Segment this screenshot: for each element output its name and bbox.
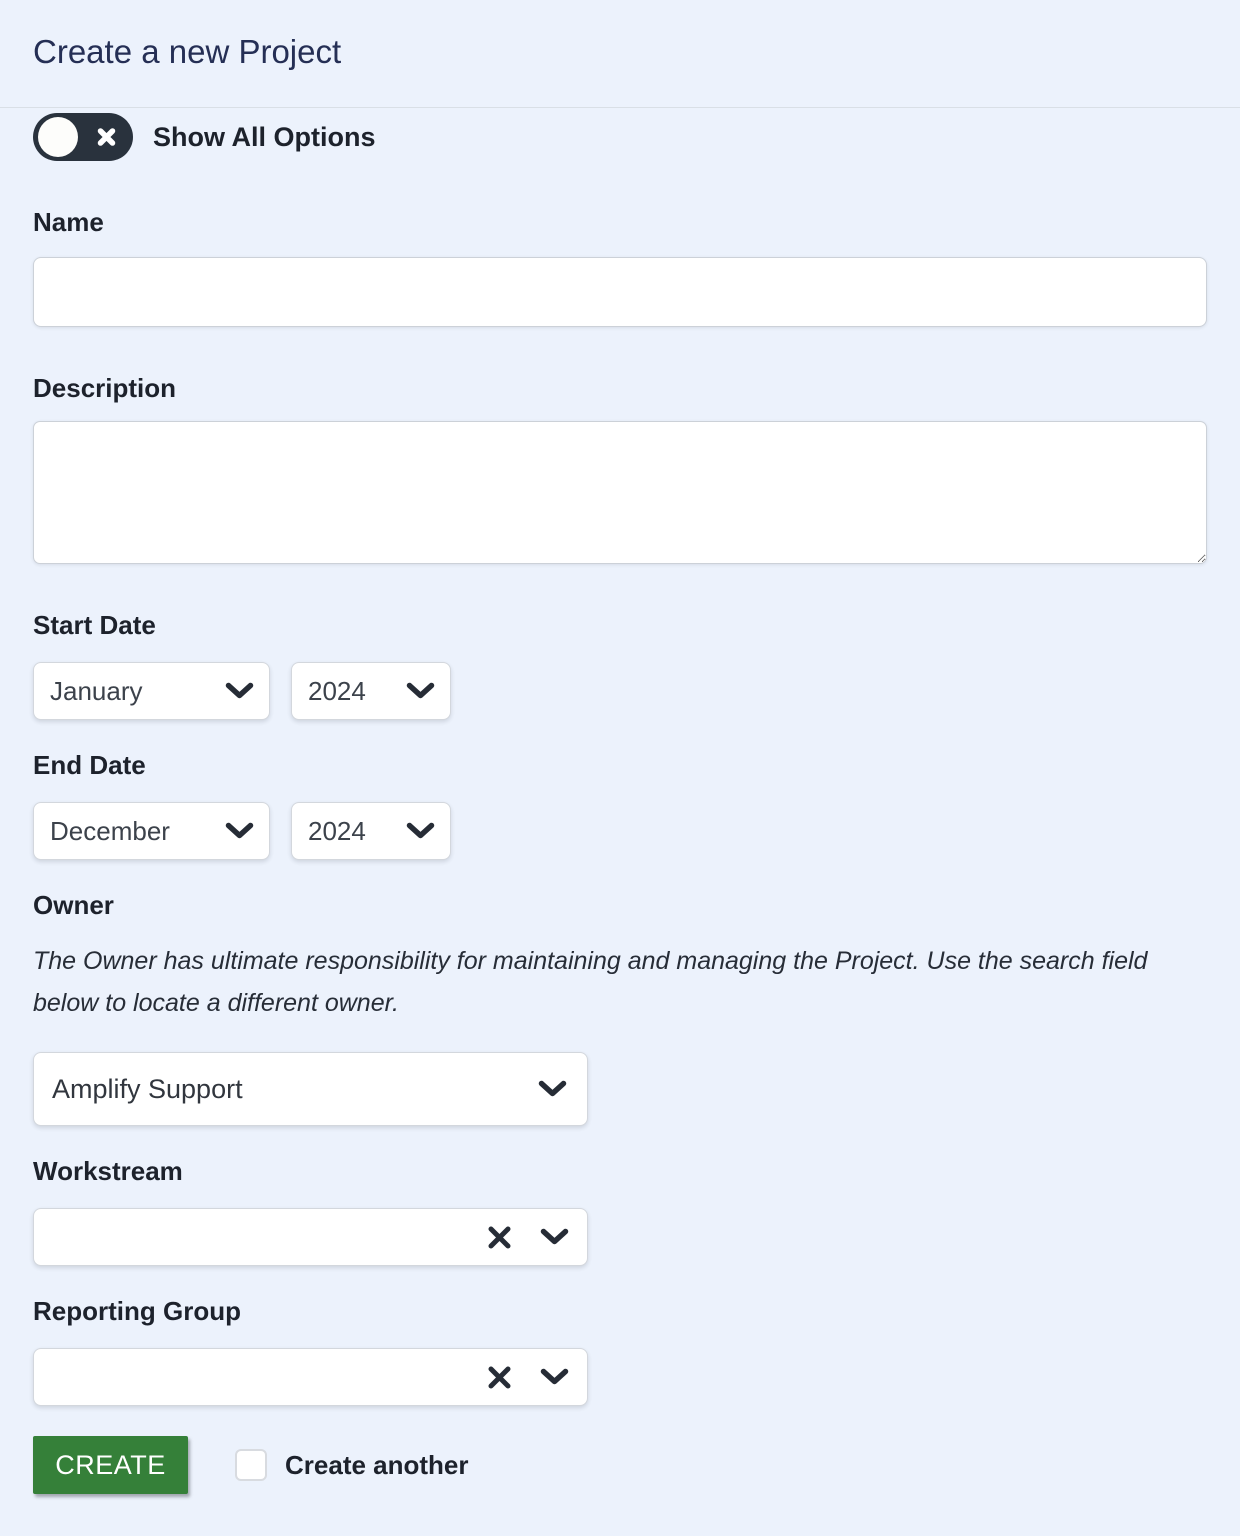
- form-actions: [33, 1436, 1207, 1494]
- owner-help-text: The Owner has ultimate responsibility for maintaining and managing the Project. Use the search field below to locate a different owner.: [33, 947, 1148, 1017]
- start-date-label: Start Date: [33, 610, 156, 640]
- reporting-group-clear-x-icon[interactable]: [486, 1364, 513, 1391]
- end-year-value: 2024: [308, 815, 366, 846]
- workstream-clear-x-icon[interactable]: [486, 1224, 513, 1251]
- create-project-form: [0, 113, 1240, 1494]
- create-another-label: Create another: [285, 1449, 469, 1480]
- workstream-label: Workstream: [33, 1156, 183, 1186]
- start-date-row: [33, 662, 1207, 720]
- name-label: Name: [33, 207, 104, 237]
- end-month-select[interactable]: [33, 802, 270, 860]
- description-label: Description: [33, 373, 177, 403]
- chevron-down-icon: [406, 682, 435, 700]
- owner-select[interactable]: [33, 1052, 588, 1126]
- owner-label: Owner: [33, 890, 114, 920]
- chevron-down-icon: [225, 822, 254, 840]
- create-button[interactable]: CREATE: [33, 1436, 188, 1494]
- chevron-down-icon: [538, 1080, 567, 1098]
- show-all-options-toggle[interactable]: [33, 113, 133, 161]
- chevron-down-icon: [540, 1228, 569, 1246]
- chevron-down-icon: [406, 822, 435, 840]
- create-another-checkbox[interactable]: [235, 1449, 267, 1481]
- reporting-group-label: Reporting Group: [33, 1296, 241, 1326]
- page-title: Create a new Project: [33, 33, 342, 70]
- start-month-value: January: [50, 675, 143, 706]
- reporting-group-select[interactable]: [33, 1348, 588, 1406]
- description-input[interactable]: [33, 421, 1207, 564]
- chevron-down-icon: [225, 682, 254, 700]
- name-input[interactable]: [33, 257, 1207, 327]
- start-year-select[interactable]: [291, 662, 451, 720]
- end-date-row: [33, 802, 1207, 860]
- panel-header: [0, 0, 1240, 74]
- start-month-select[interactable]: [33, 662, 270, 720]
- end-year-select[interactable]: [291, 802, 451, 860]
- show-all-options-label: Show All Options: [153, 121, 376, 152]
- toggle-knob: [38, 117, 78, 157]
- owner-value: Amplify Support: [52, 1073, 243, 1104]
- workstream-select[interactable]: [33, 1208, 588, 1266]
- header-divider: [0, 107, 1240, 108]
- chevron-down-icon: [540, 1368, 569, 1386]
- show-all-options-row: [33, 113, 1207, 161]
- end-date-label: End Date: [33, 750, 146, 780]
- start-year-value: 2024: [308, 675, 366, 706]
- end-month-value: December: [50, 815, 170, 846]
- toggle-off-x-icon: [96, 127, 117, 148]
